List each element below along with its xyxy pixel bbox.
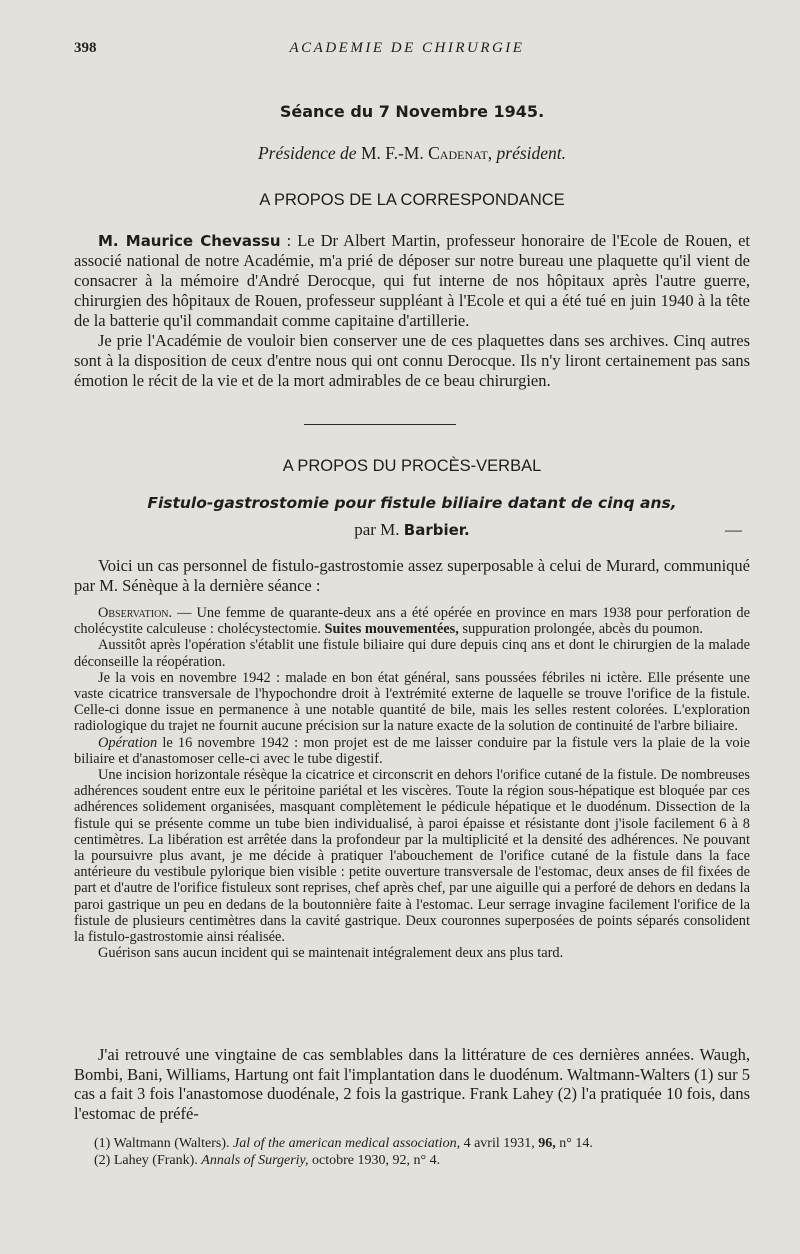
journal-title: ACADEMIE DE CHIRURGIE [289,40,525,56]
observation-text-1b: Suites mouvementées, [324,621,459,638]
footnotes [74,1135,750,1169]
observation-paragraph-1 [74,605,750,637]
correspondance-body [74,231,750,391]
section-heading-correspondance: A PROPOS DE LA CORRESPONDANCE [259,191,565,209]
article-byline [74,520,750,540]
footnote-1-number: n° 14. [555,1136,593,1151]
footnote-2-ref: (2) Lahey (Frank). [94,1153,202,1168]
footnote-1-ref: (1) Waltmann (Walters). [94,1136,233,1151]
president-surname: Cadenat, [428,143,493,163]
footnote-2 [74,1152,750,1169]
correspondance-text-1: : Le Dr Albert Martin, professeur honoraire de l'Ecole de Rouen, et associé national de notre Académie, m'a prié de déposer sur notre bureau une plaquette qu'il vient de consacrer à la mémoire d'André Derocque, qui fut interne de nos hôpitaux après l'autre guerre, chirurgien des hôpitaux de Rouen, professeur suppléant à l'Ecole et qui a été tué en juin 1940 à la tête de la batterie qu'il commandait comme capitaine d'artillerie. [74,231,750,330]
footnote-1-journal: Jal of the american medical association, [233,1136,461,1151]
observation-paragraph-3: Je la vois en novembre 1942 : malade en bon état général, sans poussées fébriles ni ictère. Elle présente une vaste cicatrice transversale de l'hypochondre droit à l'extrémité externe de laquelle se trouve l'orifice de la fistule. Celle-ci donne issue en permanence à une notable quantité de bile, mais les selles restent colorées. L'exploration radiologique du trajet ne fournit aucune précision sur la nature exacte de la solution de continuité de l'arbre biliaire. [74,669,750,735]
observation-paragraph-5: Une incision horizontale résèque la cicatrice et circonscrit en dehors l'orifice cutané de la fistule. De nombreuses adhérences soudent entre eux le péritoine pariétal et les viscères. Toute la région sous-hépatique est bloquée par ces adhérences solidement organisées, masquant complètement le pédicule hépatique et le duodénum. Dissection de la fistule qui se présente comme un tube bien individualisé, à paroi épaisse et résistante dont j'isole facilement 6 à 8 centimètres. La libération est arrêtée dans la profondeur par la multiplicité et la densité des adhérences. Ne pouvant la poursuivre plus avant, je me décide à pratiquer l'abouchement de l'orifice cutané de la fistule dans la face antérieure du vestibule pylorique bien visible : petite ouverture transversale de l'estomac, deux anses de fil fixées de part et d'autre de l'orifice fistuleux sont reprises, chef après chef, par une aiguille qui a perforé de dehors en dedans la paroi gastrique un peu en dedans de la boutonnière faite à l'estomac. Leur serrage invagine facilement l'orifice de la fistule de plusieurs centimètres dans la cavité gastrique. Deux couronnes superposées de points séparés consolident la fistulo-gastrostomie ainsi réalisée. [74,767,750,946]
presidency-line [74,143,750,164]
discussion-block [74,1045,750,1123]
correspondance-paragraph-2: Je prie l'Académie de vouloir bien conserver une de ces plaquettes dans ses archives. Cinq autres sont à la disposition de ceux d'entre nous qui ont connu Derocque. Ils n'y liront certainement pas sans émotion le récit de la vie et de la mort admirables de ce beau chirurgien. [74,331,750,390]
intro-paragraph: Voici un cas personnel de fistulo-gastrostomie assez superposable à celui de Murard, communiqué par M. Sénèque à la dernière séance : [74,556,750,595]
operation-label: Opération [98,734,158,751]
section-divider [304,424,456,425]
observation-paragraph-4 [74,735,750,767]
footnote-2-date: octobre 1930, 92, n° 4. [308,1153,441,1168]
footnote-2-journal: Annals of Surgeriy, [201,1153,309,1168]
observation-text-1a: — Une femme de quarante-deux ans a été opérée en province en mars 1938 pour perforation de cholécystite calculeuse : cholécystectomie. [74,605,750,638]
running-header [74,40,740,60]
article-title: Fistulo-gastrostomie pour fistule biliaire datant de cinq ans, [147,494,677,512]
author-name: Barbier. [403,521,470,539]
byline-dash: — [725,520,742,539]
president-role: président. [496,143,567,163]
observation-label: Observation. [98,605,173,621]
footnote-1-volume: 96, [538,1136,556,1151]
section-heading-proces-verbal: A PROPOS DU PROCÈS-VERBAL [282,457,542,475]
presidency-label: Présidence de [257,143,357,163]
session-title: Séance du 7 Novembre 1945. [279,102,545,121]
correspondance-paragraph-1 [74,231,750,331]
discussion-paragraph: J'ai retrouvé une vingtaine de cas semblables dans la littérature de ces dernières années. Waugh, Bombi, Bani, Williams, Hartung ont fait l'implantation dans le duodénum. Waltmann-Walters (1) sur 5 cas a fait 3 fois l'anastomose duodénale, 2 fois la gastrique. Frank Lahey (2) l'a pratiquée 10 fois, dans l'estomac de préfé- [74,1045,750,1123]
footnote-1 [74,1135,750,1152]
observation-paragraph-2: Aussitôt après l'opération s'établit une fistule biliaire qui dure depuis cinq ans et dont le chirurgien de la malade déconseille la réopération. [74,637,750,670]
footnote-1-date: 4 avril 1931, [460,1136,539,1151]
president-name: M. F.-M. [360,143,424,163]
observation-text-1c: suppuration prolongée, abcès du poumon. [458,621,704,638]
page-number: 398 [74,40,97,56]
observation-paragraph-6: Guérison sans aucun incident qui se maintenait intégralement deux ans plus tard. [98,945,564,962]
observation-block [74,605,750,961]
byline-prefix: par M. [354,520,400,539]
speaker-name: M. Maurice Chevassu [98,232,281,250]
article-intro [74,556,750,596]
observation-text-4: le 16 novembre 1942 : mon projet est de me laisser conduire par la fistule vers la plaie de la voie biliaire et d'anastomoser celle-ci avec le tube digestif. [74,734,750,767]
